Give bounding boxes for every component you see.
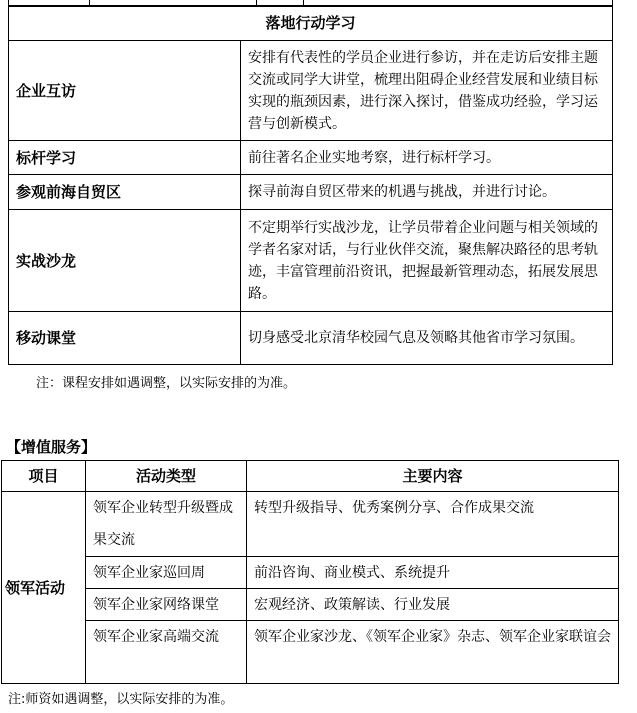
table-row: 领军企业家巡回周 前沿咨询、商业模式、系统提升 xyxy=(2,557,619,589)
faculty-note: 注:师资如遇调整，以实际安排的为准。 xyxy=(8,692,234,707)
course-note: 注：课程安排如遇调整，以实际安排的为准。 xyxy=(36,376,297,391)
table-row: 标杆学习 前往著名企业实地考察，进行标杆学习。 xyxy=(9,141,613,175)
header-type: 活动类型 xyxy=(86,461,247,492)
table-row: 领军企业家网络课堂 宏观经济、政策解读、行业发展 xyxy=(2,589,619,621)
table-row: 实战沙龙 不定期举行实战沙龙，让学员带着企业问题与相关领域的学者名家对话，与行业伙伴交流，聚焦解决路径的思考轨迹，丰富管理前沿资讯，把握最新管理动态，拓展发展思路。 xyxy=(9,210,613,312)
table-row: 领军活动 领军企业转型升级暨成果交流 转型升级指导、优秀案例分享、合作成果交流 xyxy=(2,492,619,557)
section-title: 【增值服务】 xyxy=(6,438,97,456)
table-row: 参观前海自贸区 探寻前海自贸区带来的机遇与挑战，并进行讨论。 xyxy=(9,175,613,210)
header-content: 主要内容 xyxy=(247,461,619,492)
landing-action-learning-table xyxy=(8,5,613,365)
table-row: 移动课堂 切身感受北京清华校园气息及领略其他省市学习氛围。 xyxy=(9,312,613,365)
table-row: 领军企业家高端交流 领军企业家沙龙、《领军企业家》杂志、领军企业家联谊会 xyxy=(2,621,619,684)
table-title: 落地行动学习 xyxy=(9,6,613,41)
table-row: 企业互访 安排有代表性的学员企业进行参访，并在走访后安排主题交流或同学大讲堂，梳理出阻碍企业经营发展和业绩目标实现的瓶颈因素，进行深入探讨，借鉴成功经验，学习运营与创新模式。 xyxy=(9,41,613,141)
header-item: 项目 xyxy=(2,461,86,492)
value-added-services-table xyxy=(1,460,619,684)
